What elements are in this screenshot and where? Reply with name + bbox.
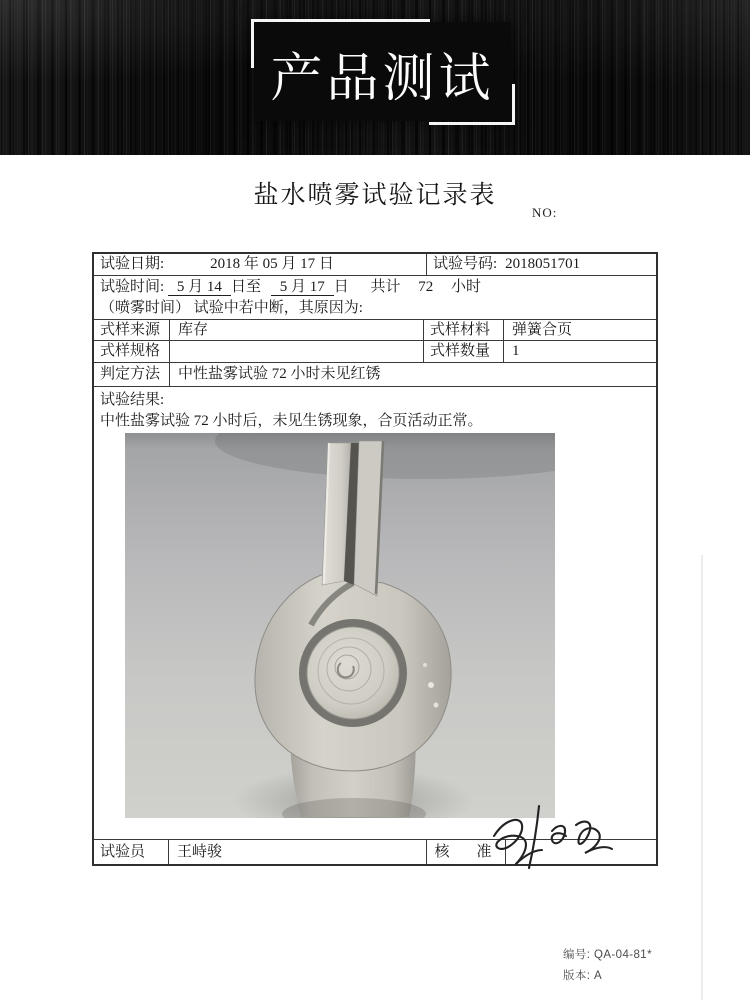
row-test-time <box>94 276 656 320</box>
tester-value: 王峙骏 <box>169 840 427 865</box>
test-time-to: 5 月 17 <box>271 279 334 296</box>
hero-title: 产品测试 <box>270 51 495 108</box>
test-time-total-label: 共计 <box>370 279 401 295</box>
result-label: 试验结果: <box>100 392 165 408</box>
scan-page-edge <box>701 555 703 1000</box>
cell-test-date <box>94 254 427 275</box>
row-sample-source <box>94 320 656 341</box>
approval-signature <box>486 800 618 874</box>
doc-version-value: A <box>594 970 603 982</box>
doc-number-value: QA-04-81* <box>594 949 652 961</box>
sample-source-label: 式样来源 <box>94 320 170 340</box>
doc-number-label: 编号: <box>563 949 591 961</box>
sample-qty-label: 式样数量 <box>424 341 504 362</box>
test-date-label: 试验日期: <box>100 256 165 272</box>
sample-photo <box>125 433 555 818</box>
footer-doc-number <box>563 946 652 962</box>
document-title: 盐水喷雾试验记录表 <box>253 182 497 209</box>
test-time-mid: 日至 <box>230 279 261 295</box>
row-test-date <box>94 254 656 276</box>
sample-source-value: 库存 <box>170 320 424 340</box>
doc-version-label: 版本: <box>563 970 591 982</box>
test-time-end: 日 <box>333 279 349 295</box>
sample-material-value: 弹簧合页 <box>512 322 573 338</box>
test-time-total-value: 72 <box>418 279 434 295</box>
judgement-label: 判定方法 <box>94 363 170 386</box>
row-sample-spec <box>94 341 656 363</box>
test-time-label: 试验时间: <box>100 279 165 295</box>
approval-label: 核 准 <box>427 840 506 865</box>
tester-label: 试验员 <box>94 840 169 865</box>
sample-spec-label: 式样规格 <box>94 341 170 362</box>
judgement-value: 中性盐雾试验 72 小时未见红锈 <box>178 366 381 382</box>
row-judgement <box>94 363 656 387</box>
hero-banner <box>0 0 750 155</box>
test-time-total-unit: 小时 <box>451 279 482 295</box>
test-number-label: 试验号码: <box>433 256 498 272</box>
document-no-label: NO: <box>532 205 558 220</box>
test-time-line1 <box>100 277 656 298</box>
test-number-value: 2018051701 <box>505 256 581 272</box>
sample-material-label: 式样材料 <box>424 320 504 340</box>
test-time-note: （喷雾时间） 试验中若中断，其原因为: <box>100 300 363 316</box>
sample-spec-value <box>170 341 424 362</box>
test-time-from: 5 月 14 <box>168 279 231 296</box>
cell-test-number <box>427 254 656 275</box>
bracket-bottom-right-vertical <box>512 84 515 125</box>
hero-title-box <box>254 22 511 121</box>
sample-qty-value: 1 <box>512 343 520 359</box>
bracket-bottom-right-horizontal <box>429 122 515 125</box>
test-date-value: 2018 年 05 月 17 日 <box>210 256 334 272</box>
footer-doc-version <box>563 967 602 983</box>
result-value: 中性盐雾试验 72 小时后，未见生锈现象，合页活动正常。 <box>100 413 483 429</box>
